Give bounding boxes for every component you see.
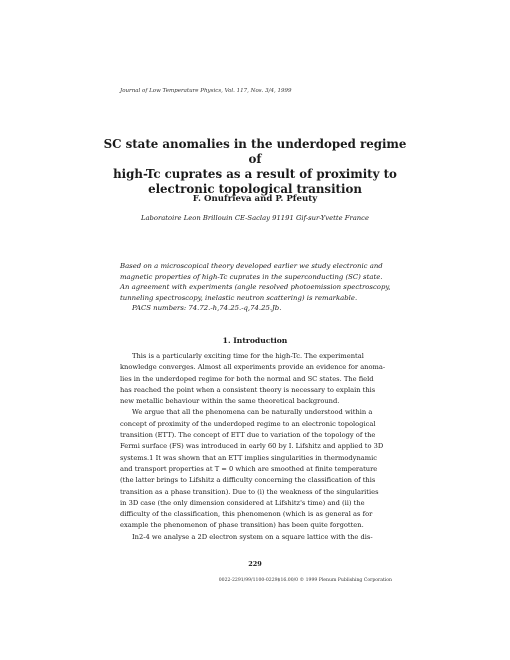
body-line: We argue that all the phenomena can be naturally understood within a: [132, 408, 373, 417]
body-line: knowledge converges. Almost all experiments provide an evidence for anoma-: [120, 363, 386, 372]
body-line: new metallic behaviour within the same theoretical background.: [120, 397, 340, 406]
body-line: transition (ETT). The concept of ETT due to variation of the topology of the: [120, 431, 376, 440]
abstract-line: tunneling spectroscopy, inelastic neutron scattering) is remarkable.: [120, 293, 358, 302]
authors: F. Onufrieva and P. Pfeuty: [192, 194, 318, 204]
section-heading: 1. Introduction: [222, 336, 288, 345]
body-line: has reached the point when a consistent theory is necessary to explain this: [120, 385, 376, 394]
title-line-3: electronic topological transition: [148, 182, 362, 196]
abstract-line: magnetic properties of high-Tc cuprates in the superconducting (SC) state.: [120, 272, 383, 281]
body-line: (the latter brings to Lifshitz a difficulty concerning the classification of this: [120, 476, 376, 485]
abstract-line: Based on a microscopical theory developed earlier we study electronic and: [120, 262, 383, 270]
title-line-2: high-Tc cuprates as a result of proximity to: [113, 167, 397, 181]
body-line: systems.1 It was shown that an ETT implies singularities in thermodynamic: [120, 453, 377, 462]
body-line: In2-4 we analyse a 2D electron system on a square lattice with the dis-: [132, 532, 373, 541]
body-line: in 3D case (the only dimension considered at Lifshitz's time) and (ii) the: [120, 498, 365, 507]
body-line: example the phenomenon of phase transition) has been quite forgotten.: [120, 521, 364, 530]
body-line: Fermi surface (FS) was introduced in early 60 by I. Lifshitz and applied to 3D: [120, 442, 384, 451]
body-text: [120, 351, 392, 543]
body-line: This is a particularly exciting time for the high-Tc. The experimental: [132, 352, 364, 360]
body-line: difficulty of the classification, this phenomenon (which is as general as for: [120, 510, 373, 519]
title-line-1: SC state anomalies in the underdoped regime of: [103, 137, 407, 166]
page-number: 229: [248, 560, 262, 568]
pacs-numbers: PACS numbers: 74.72.-h,74.25.-q,74.25.Jb.: [132, 304, 282, 313]
copyright-footer: 0022-2291/99/1100-0229$16.00/0 © 1999 Plenum Publishing Corporation: [218, 578, 392, 583]
journal-header: Journal of Low Temperature Physics, Vol. 117, Nos. 3/4, 1999: [120, 88, 292, 94]
affiliation: Laboratoire Leon Brillouin CE-Saclay 91191 Gif-sur-Yvette France: [140, 214, 370, 222]
body-line: and transport properties at T = 0 which are smoothed at finite temperature: [120, 464, 378, 473]
body-line: transition as a phase transition). Due to (i) the weakness of the singularities: [120, 487, 379, 496]
paper-title: [100, 137, 410, 197]
abstract: [120, 261, 392, 314]
abstract-line: An agreement with experiments (angle resolved photoemission spectroscopy,: [120, 283, 391, 292]
body-line: lies in the underdoped regime for both the normal and SC states. The field: [120, 374, 374, 383]
body-line: concept of proximity of the underdoped regime to an electronic topological: [120, 419, 376, 428]
